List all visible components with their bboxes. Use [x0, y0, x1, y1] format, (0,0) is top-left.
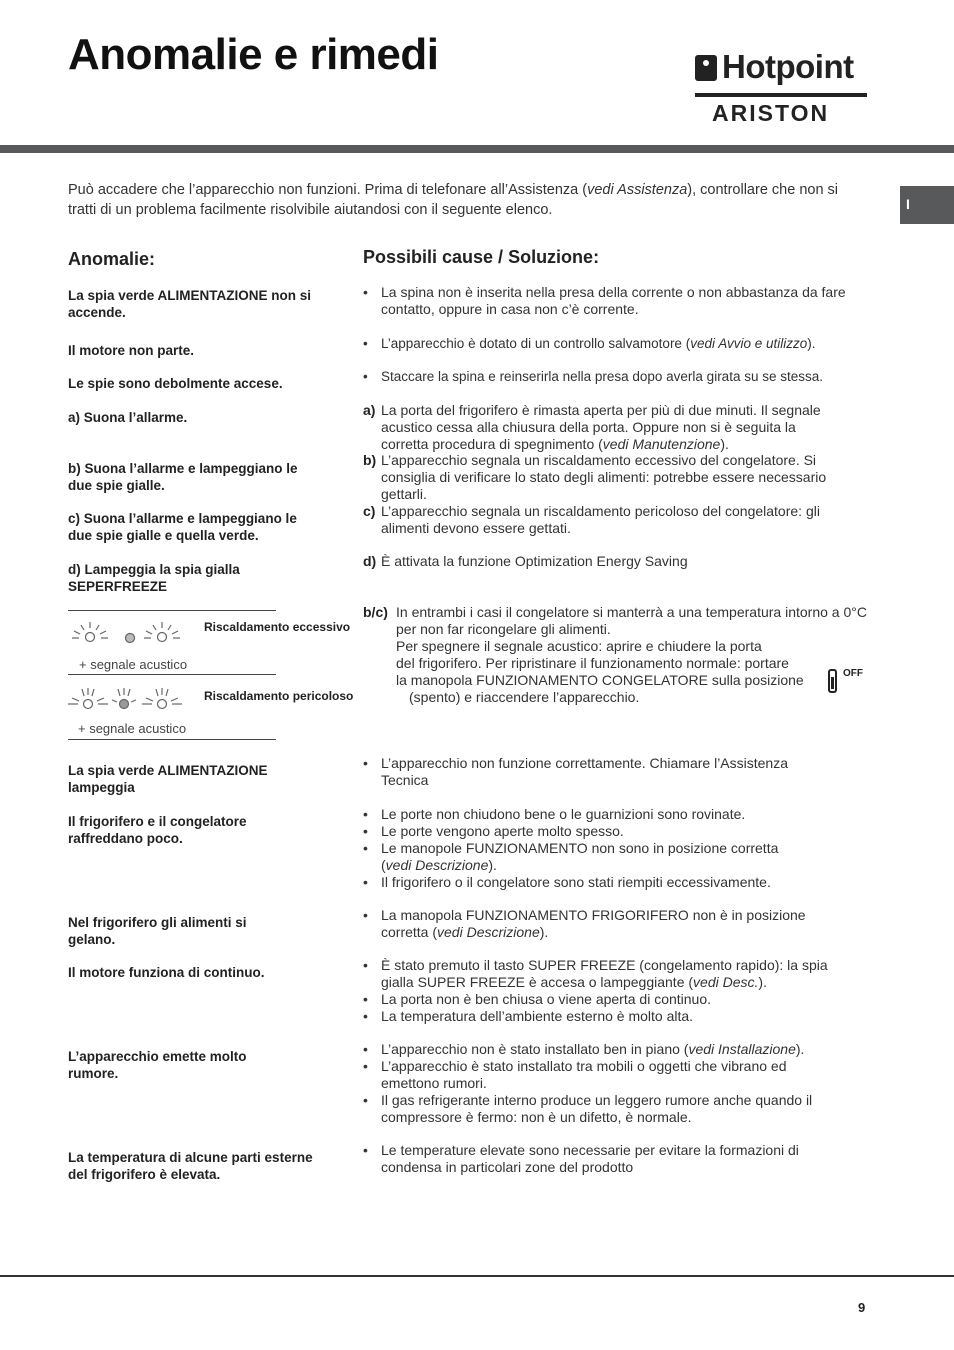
anomaly-item: L’apparecchio emette molto rumore. — [68, 1049, 247, 1081]
hotpoint-logo-icon — [695, 55, 717, 81]
intro-text: Può accadere che l’apparecchio non funzioni. Prima di telefonare all’Assistenza (vedi Assistenza), controllare che non si tratti di un problema facilmente risolvibile aiutandosi con il seguente elenco. — [68, 182, 839, 218]
anomaly-item: Il frigorifero e il congelatore raffreddano poco. — [68, 814, 247, 846]
anomaly-item: Il motore funziona di continuo. — [68, 965, 265, 980]
anomaly-item: La spia verde ALIMENTAZIONE lampeggia — [68, 763, 268, 795]
cause-item-bc: b/c) In entrambi i casi il congelatore si manterrà a una temperatura intorno a 0°C per non far ricongelare gli alimenti. Per spegnere il segnale acustico: aprire e chiudere la porta del frigorifero. Per ripristinare il funzionamento normale: portare la manopola FUNZIONAMENTO CONGELATORE sulla posizione (spento) e riaccendere l’apparecchio. — [363, 604, 867, 705]
cause-item-d: d) È attivata la funzione Optimization Energy Saving — [363, 553, 688, 569]
dangerous-heating-lights-icon — [62, 680, 202, 720]
cause-item-a: a) La porta del frigorifero è rimasta aperta per più di due minuti. Il segnale acustico cessa alla chiusura della porta. Oppure non si è seguita la corretta procedura di spegnimento (vedi Manutenzione). — [363, 402, 821, 452]
cause-item-c: c) L’apparecchio segnala un riscaldamento pericoloso del congelatore: gli alimenti devono essere gettati. — [363, 503, 820, 536]
off-position-icon — [828, 669, 837, 693]
anomaly-item: d) Lampeggia la spia gialla SEPERFREEZE — [68, 562, 240, 594]
cause-item: • L’apparecchio è dotato di un controllo salvamotore (vedi Avvio e utilizzo). — [363, 335, 868, 352]
logo-sub: ARISTON — [712, 100, 830, 126]
cause-item: • La spina non è inserita nella presa della corrente o non abbastanza da fare contatto, oppure in casa non c’è corrente. — [363, 284, 868, 318]
cause-list: • L’apparecchio non è stato installato ben in piano (vedi Installazione). • L’apparecchio è stato installato tra mobili o oggetti che vibrano ed emettono rumori. • Il gas refrigerante interno produce un leggero rumore anche quando il compressore è fermo: non è un difetto, è normale. — [363, 1041, 843, 1126]
anomaly-item: a) Suona l’allarme. — [68, 410, 188, 425]
anomaly-item: La spia verde ALIMENTAZIONE non si accende. — [68, 288, 312, 320]
diagram-rule — [68, 610, 276, 611]
dangerous-heating-label: Riscaldamento pericoloso — [204, 689, 354, 703]
cause-item-b: b) L’apparecchio segnala un riscaldamento eccessivo del congelatore. Si consiglia di verificare lo stato degli alimenti: potrebbe essere necessario gettarli. — [363, 452, 827, 502]
anomaly-item: Nel frigorifero gli alimenti si gelano. — [68, 915, 247, 947]
diagram-rule — [68, 739, 276, 740]
off-label: OFF — [843, 668, 863, 679]
anomaly-item: Le spie sono debolmente accese. — [68, 376, 283, 391]
cause-item: • Le temperature elevate sono necessarie per evitare la formazioni di condensa in particolari zone del prodotto — [363, 1142, 833, 1176]
cause-list: • È stato premuto il tasto SUPER FREEZE (congelamento rapido): la spia gialla SUPER FREEZE è accesa o lampeggiante (vedi Desc.). • La porta non è ben chiusa o viene aperta di continuo. • La temperatura dell’ambiente esterno è molto alta. — [363, 957, 863, 1025]
logo-divider — [695, 93, 867, 97]
acoustic-signal-label: + segnale acustico — [79, 657, 188, 672]
diagram-rule — [68, 674, 276, 675]
cause-item: • La manopola FUNZIONAMENTO FRIGORIFERO non è in posizione corretta (vedi Descrizione). — [363, 907, 833, 941]
language-tab: I — [900, 186, 954, 224]
page-number: 9 — [858, 1300, 866, 1315]
anomaly-item: Il motore non parte. — [68, 343, 195, 358]
anomaly-item: b) Suona l’allarme e lampeggiano le due spie gialle. — [68, 461, 298, 493]
excessive-heating-lights-icon — [64, 612, 199, 656]
anomaly-item: La temperatura di alcune parti esterne del frigorifero è elevata. — [68, 1150, 313, 1182]
anomaly-item: c) Suona l’allarme e lampeggiano le due spie gialle e quella verde. — [68, 511, 297, 543]
excessive-heating-label: Riscaldamento eccessivo — [204, 620, 351, 634]
cause-list: • Le porte non chiudono bene o le guarnizioni sono rovinate. • Le porte vengono aperte molto spesso. • Le manopole FUNZIONAMENTO non sono in posizione corretta (vedi Descrizione). • Il frigorifero o il congelatore sono stati riempiti eccessivamente. — [363, 806, 868, 891]
acoustic-signal-label: + segnale acustico — [78, 721, 187, 736]
footer-rule — [0, 1275, 954, 1277]
cause-item: • L’apparecchio non funzione correttamente. Chiamare l’Assistenza Tecnica — [363, 755, 833, 789]
header-bar — [0, 145, 954, 153]
cause-heading: Possibili cause / Soluzione: — [363, 247, 600, 267]
anomalie-heading: Anomalie: — [68, 249, 156, 269]
logo-brand: Hotpoint — [722, 48, 854, 85]
cause-item: • Staccare la spina e reinserirla nella presa dopo averla girata su se stessa. — [363, 368, 868, 385]
page-title: Anomalie e rimedi — [68, 30, 439, 79]
